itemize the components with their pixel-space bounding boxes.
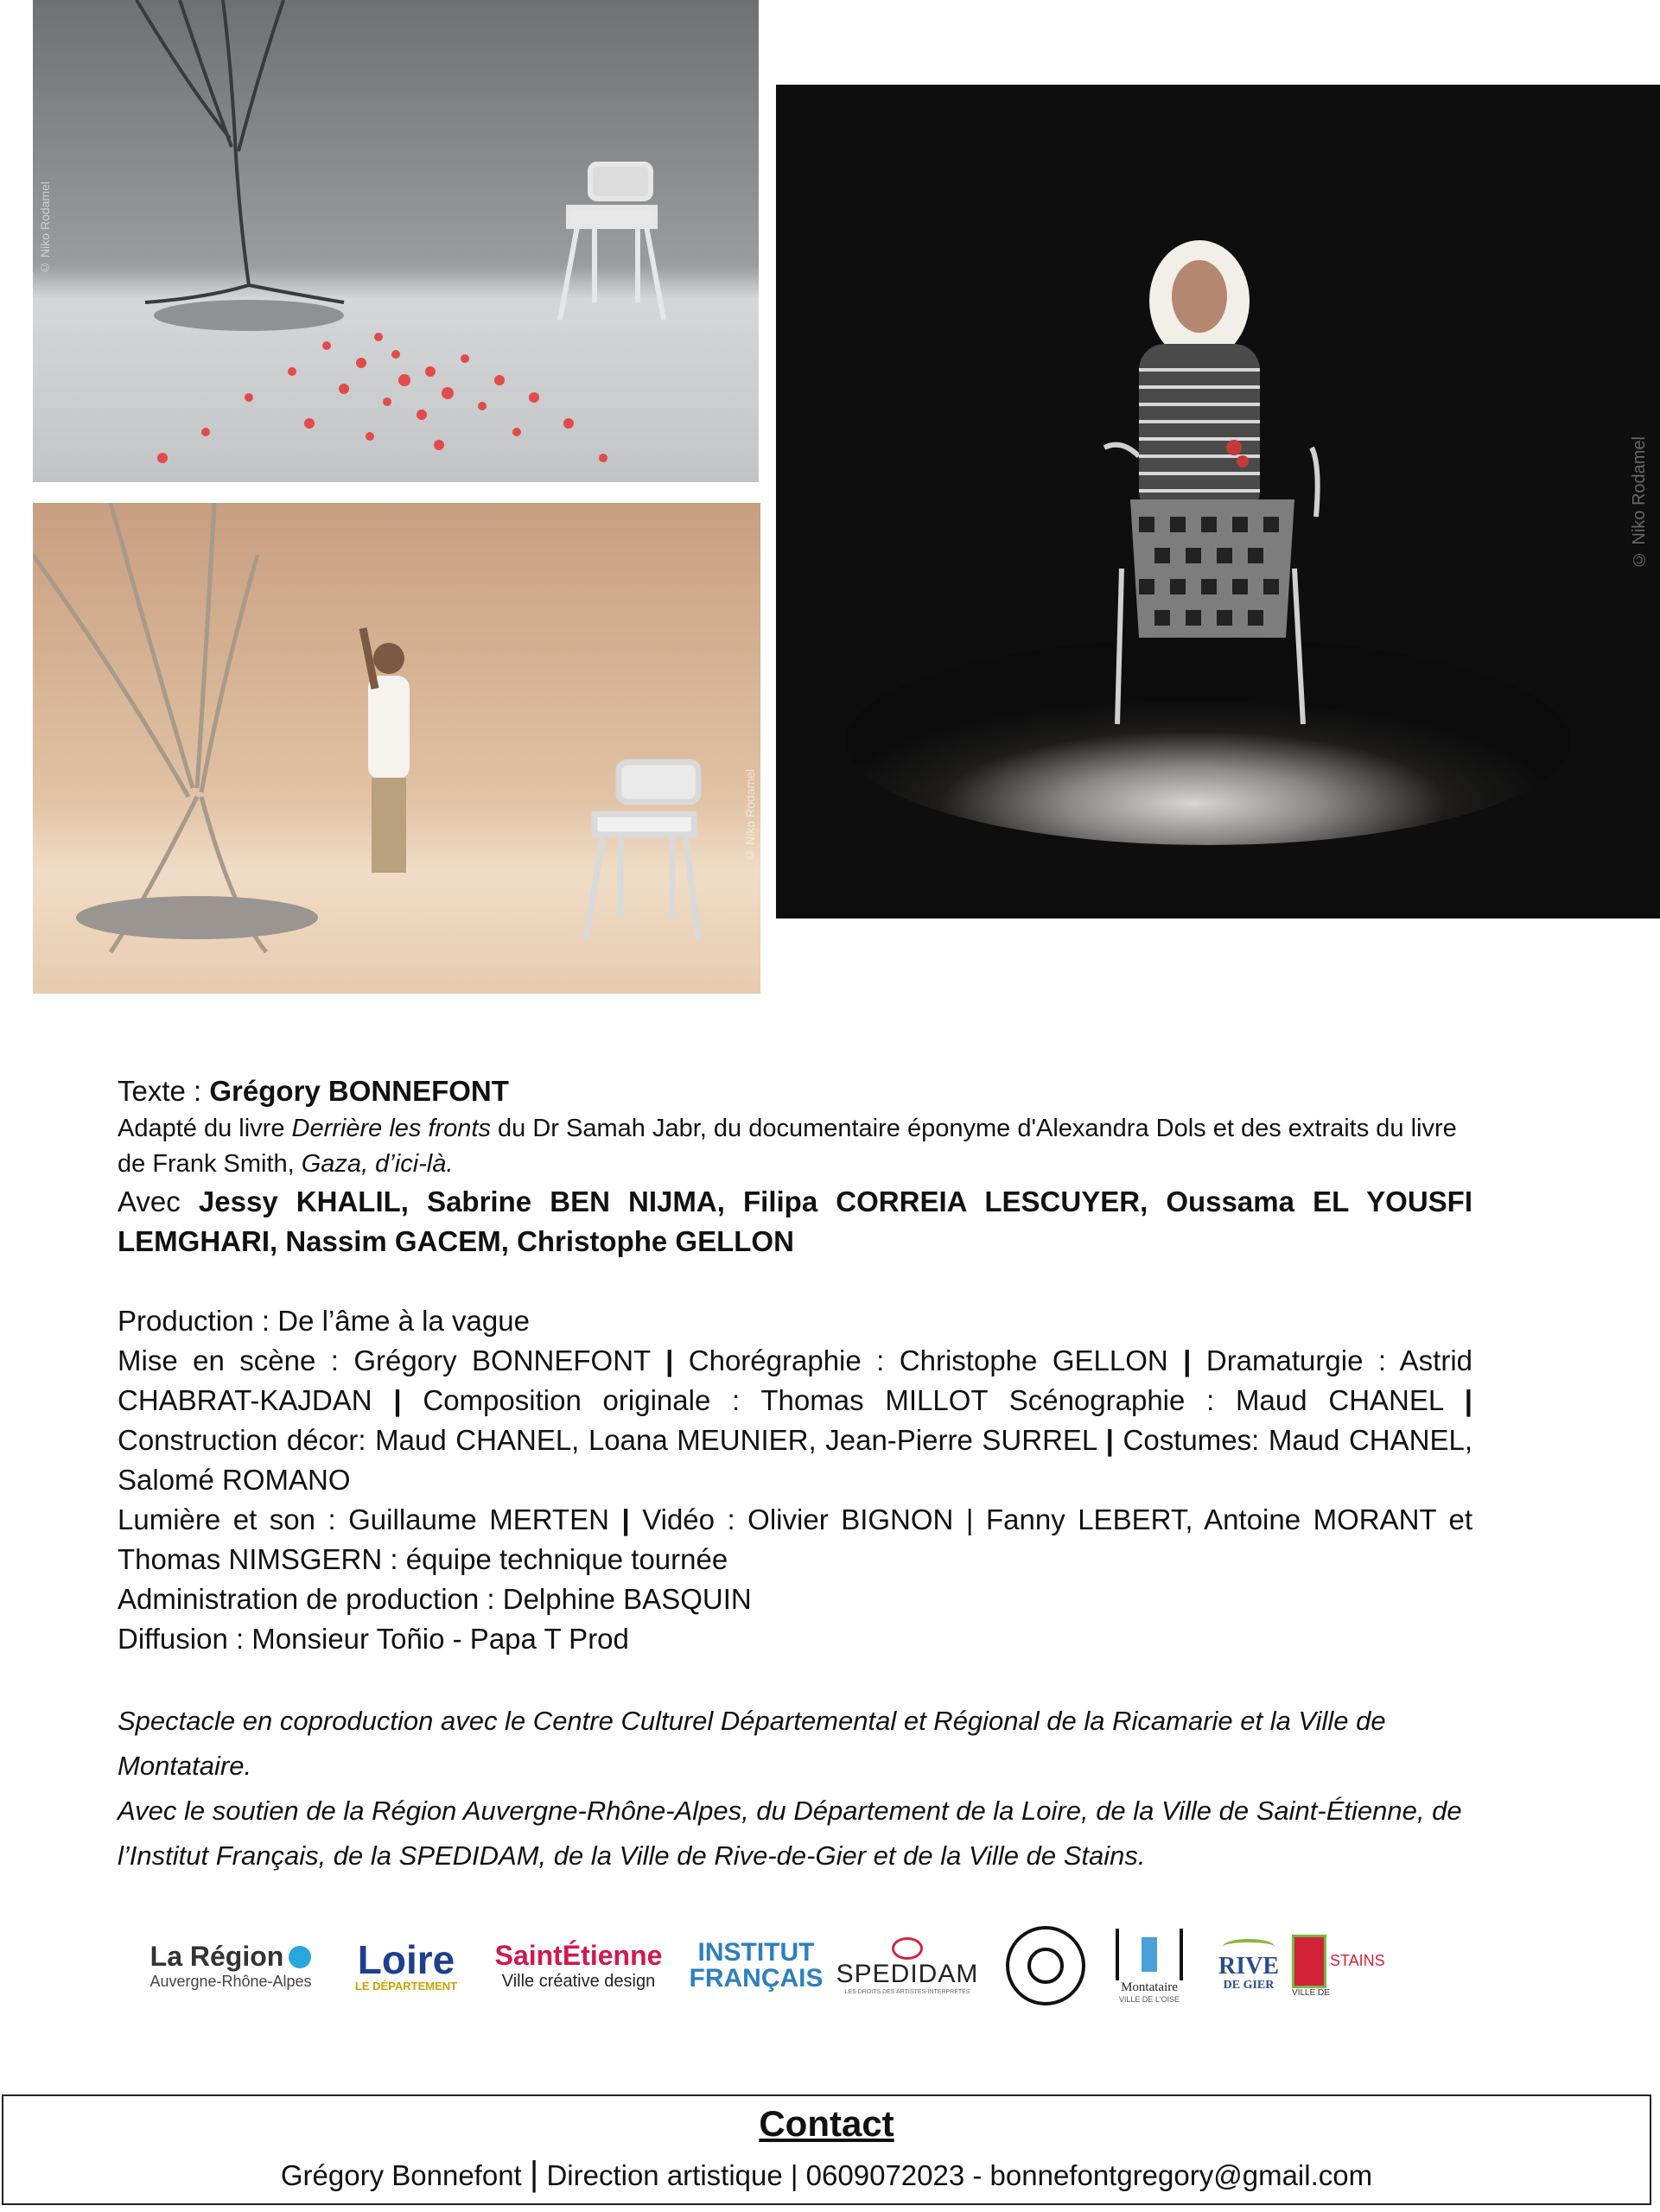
adapt-text-1: Adapté du livre [118,1115,292,1142]
logo-loire [341,1914,471,2018]
logo-stains [1292,1914,1396,2018]
institut-2: FRANÇAIS [689,1964,824,1993]
video: Vidéo : Olivier BIGNON [642,1503,954,1535]
separator: - [972,2159,983,2191]
texte-line [118,1071,1472,1111]
tech-paragraph [118,1500,1472,1580]
separator: | [621,1503,630,1535]
photo-woman-spotlight [776,85,1660,918]
region-title: La Région [149,1941,284,1972]
adapt-book-title-2: Gaza, d’ici-là. [301,1150,454,1178]
stains-sub: VILLE DE [1292,1987,1330,1998]
contact-role: Direction artistique [546,2159,783,2191]
administration-line: Administration de production : Delphine BASQUIN [118,1583,752,1615]
separator: | [665,1344,674,1376]
lumiere: Lumière et son : Guillaume MERTEN [118,1503,609,1535]
cast-line [118,1182,1472,1262]
photo-credit: © Niko Rodamel [1630,436,1649,569]
composition: Composition originale : Thomas MILLOT Scénographie : Maud CHANEL [423,1384,1444,1416]
spiral-logo-icon [1006,1926,1085,2005]
institut-1: INSTITUT [697,1938,815,1967]
photo-stage-petals [33,0,759,482]
texte-label: Texte : [118,1075,210,1107]
montataire-mark-icon [1116,1929,1183,1980]
rive-title: RIVE [1218,1953,1279,1980]
logo-institut-francais [689,1914,824,2018]
loire-sub: LE DÉPARTEMENT [354,1979,458,1993]
dramaturgie: Dramaturgie : Astrid CHABRAT-KAJDAN [118,1344,1473,1416]
rive-sub: DE GIER [1223,1979,1275,1992]
adapt-text-2: du Dr Samah Jabr, du documentaire éponyme d'Alexandra Dols et des extraits du livre de Frank Smith, [118,1115,1457,1178]
diffusion-line: Diffusion : Monsieur Toñio - Papa T Prod [118,1623,629,1655]
logo-rive-de-gier [1210,1914,1288,2018]
stetienne-title: SaintÉtienne [494,1940,663,1971]
credits-block [118,1071,1472,1878]
soutien-text: Avec le soutien de la Région Auvergne-Rhône-Alpes, du Département de la Loire, de la Ville de Saint-Étienne, de l’Institut Français, de la SPEDIDAM, de la Ville de Rive-de-Gier et de la Ville de Stains. [118,1796,1462,1871]
spedidam-mark-icon [892,1937,923,1960]
spedidam-sub: LES DROITS DES ARTISTES-INTERPRÈTES [844,1988,970,1995]
production-line: Production : De l’âme à la vague [118,1305,530,1337]
contact-email[interactable]: bonnefontgregory@gmail.com [989,2159,1373,2191]
construction: Construction décor: Maud CHANEL, Loana MEUNIER, Jean-Pierre SURREL [118,1424,1097,1456]
contact-box [2,2094,1651,2205]
loire-title: Loire [357,1936,455,1982]
logo-montataire [1102,1914,1197,2018]
montataire-sub: VILLE DE L'OISE [1118,1994,1180,2004]
crew-paragraph [118,1341,1472,1500]
contact-name: Grégory Bonnefont [280,2159,522,2191]
logo-ricamarie [1002,1914,1089,2018]
choregraphie: Chorégraphie : Christophe GELLON [688,1344,1168,1376]
contact-phone[interactable]: 0609072023 [805,2159,965,2191]
adapt-book-title: Derrière les fronts [291,1115,491,1142]
texte-author: Grégory BONNEFONT [209,1075,509,1107]
separator: | [790,2159,798,2191]
separator: | [529,2155,539,2193]
stains-title: STAINS [1330,1952,1385,1969]
mise-en-scene: Mise en scène : Grégory BONNEFONT [118,1344,651,1376]
separator: | [1183,1344,1192,1376]
spedidam-title: SPEDIDAM [836,1959,979,1988]
logo-spedidam [834,1914,981,2018]
avec-label: Avec [118,1185,199,1217]
separator: | [1464,1384,1473,1416]
adaptation-line [118,1111,1472,1182]
separator: | [965,1503,974,1535]
photo-credit: © Niko Rodamel [743,769,757,862]
partner-logos [130,1914,1391,2018]
logo-saint-etienne [486,1914,671,2018]
equipe-technique: Fanny LEBERT, Antoine MORANT et Thomas NIMSGERN : équipe technique tournée [118,1503,1473,1575]
photo-credit: © Niko Rodamel [38,181,52,275]
region-sub: Auvergne-Rhône-Alpes [149,1973,312,1990]
photo-man-chair [33,503,760,994]
contact-title: Contact [759,2103,894,2144]
coproduction-text: Spectacle en coproduction avec le Centre Culturel Départemental et Régional de la Ricamarie et la Ville de Montataire. [118,1706,1386,1781]
region-mark-icon [289,1946,311,1968]
stains-mark-icon [1292,1935,1326,1988]
contact-line [3,2155,1650,2194]
montataire-title: Montataire [1121,1980,1178,1994]
stetienne-sub: Ville créative design [501,1972,656,1991]
costumes: Costumes: Maud CHANEL, Salomé ROMANO [118,1424,1473,1496]
logo-region [140,1914,321,2018]
separator: | [1105,1424,1114,1456]
cast-names: Jessy KHALIL, Sabrine BEN NIJMA, Filipa CORREIA LESCUYER, Oussama EL YOUSFI LEMGHARI, Nassim GACEM, Christophe GELLON [118,1185,1473,1257]
separator: | [393,1384,402,1416]
